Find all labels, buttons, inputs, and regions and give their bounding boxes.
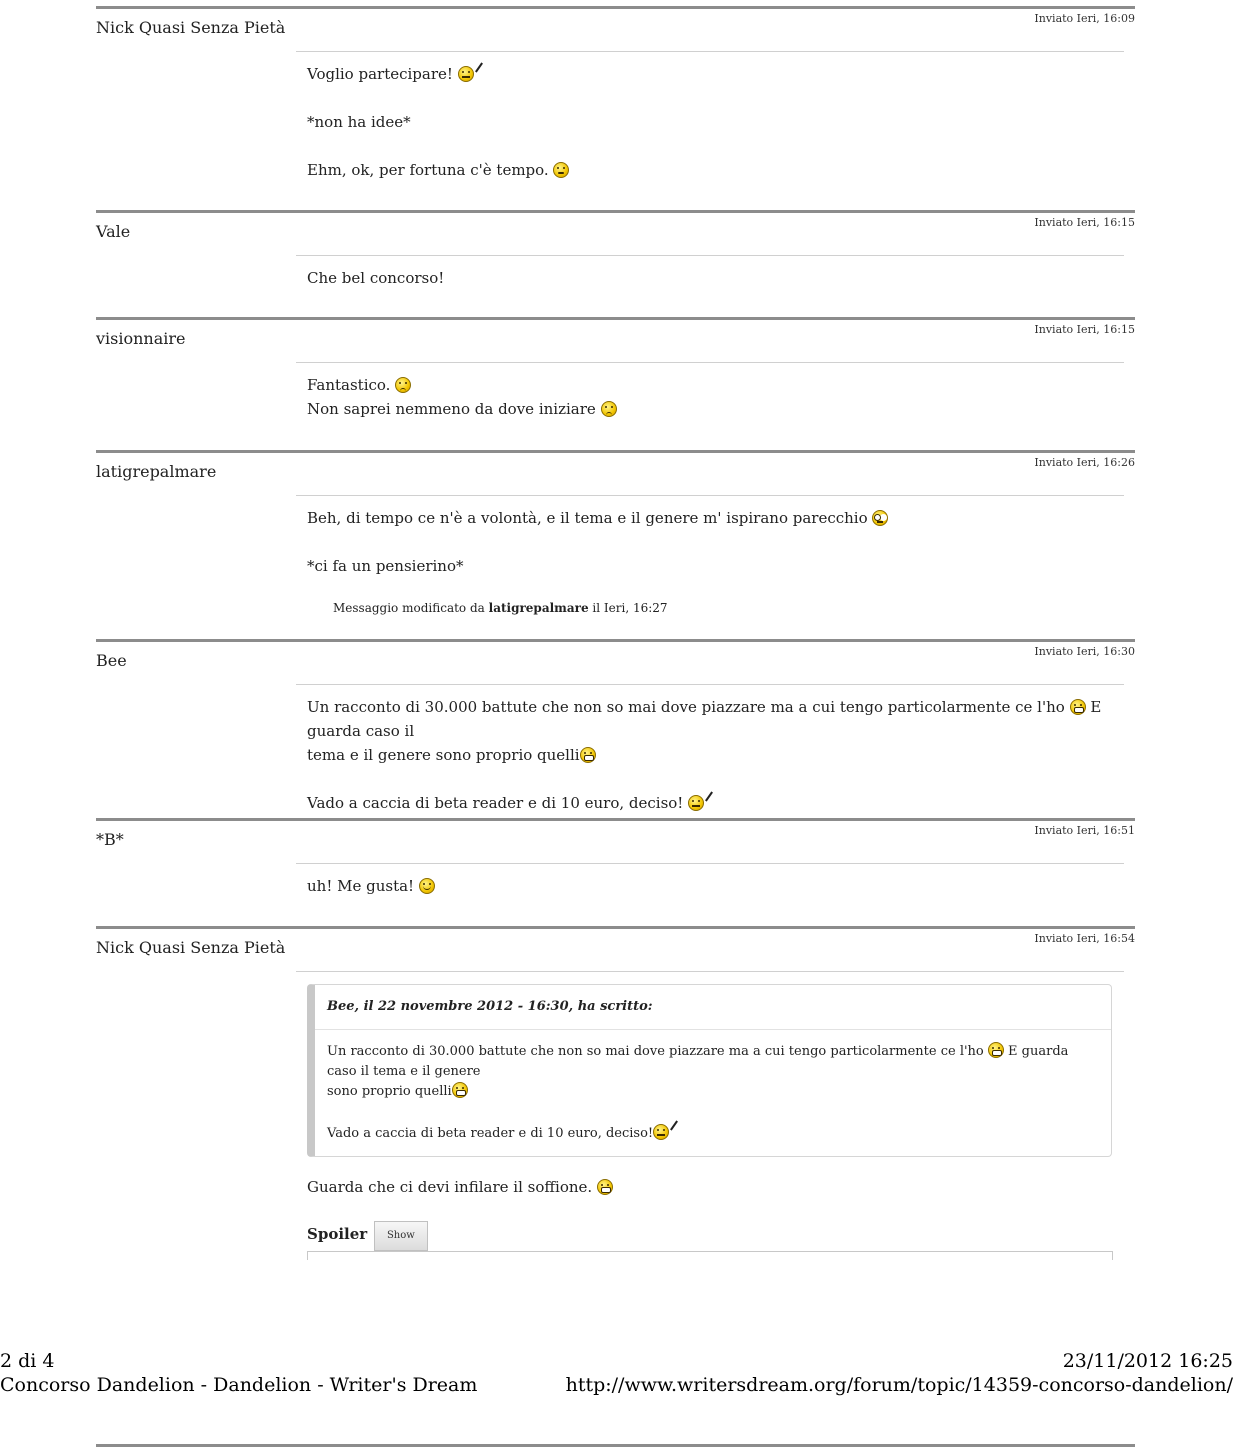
spoiler-show-button[interactable]: Show [374,1221,428,1251]
post-text: *ci fa un pensierino* [307,557,464,575]
post-divider [96,1444,1135,1447]
post-timestamp: Inviato Ieri, 16:54 [1034,932,1135,945]
post-author[interactable]: *B* [96,830,124,849]
post-text: Un racconto di 30.000 battute che non so mai dove piazzare ma a cui tengo particolarmente ce l'ho [307,698,1065,716]
post-text: *non ha idee* [307,113,411,131]
post-divider [96,926,1135,929]
page-url[interactable]: http://www.writersdream.org/forum/topic/14359-concorso-dandelion/ [565,1374,1233,1396]
post-header-divider [296,362,1124,363]
grin-smiley-icon [988,1042,1004,1058]
post-author[interactable]: Vale [96,222,131,241]
post-header-divider [296,971,1124,972]
nerd-smiley-icon [872,510,888,526]
sad-smiley-icon [395,377,411,393]
print-datetime: 23/11/2012 16:25 [1062,1350,1233,1372]
post-timestamp: Inviato Ieri, 16:51 [1034,824,1135,837]
post-body [307,984,1117,1260]
post-divider [96,317,1135,320]
post-text: Beh, di tempo ce n'è a volontà, e il tema e il genere m' ispirano parecchio [307,509,868,527]
embarrassed-smiley-icon [553,162,569,178]
post-timestamp: Inviato Ieri, 16:15 [1034,216,1135,229]
post-text: Fantastico. [307,376,391,394]
post-header-divider [296,495,1124,496]
quote-body: Un racconto di 30.000 battute che non so mai dove piazzare ma a cui tengo particolarmente ce l'ho E guarda caso il tema e il genere sono proprio quelli Vado a caccia di beta reader e di 10 euro, deciso! [327,1044,1069,1141]
post-body [307,874,1117,898]
edit-notice: Messaggio modificato da latigrepalmare il Ieri, 16:27 [333,601,668,615]
post-timestamp: Inviato Ieri, 16:30 [1034,645,1135,658]
post-text: Ehm, ok, per fortuna c'è tempo. [307,161,549,179]
spoiler [307,1221,1117,1260]
post-text: tema e il genere sono proprio quelli [307,746,580,764]
post-timestamp: Inviato Ieri, 16:15 [1034,323,1135,336]
post-header-divider [296,684,1124,685]
grin-smiley-icon [1070,699,1086,715]
post-author[interactable]: Bee [96,651,127,670]
post-body [307,266,1117,290]
post-author[interactable]: visionnaire [96,329,186,348]
post-divider [96,450,1135,453]
grin-smiley-icon [452,1082,468,1098]
post-divider [96,818,1135,821]
post-text: Voglio partecipare! [307,65,453,83]
determined-smiley-icon [688,795,704,811]
post-divider [96,210,1135,213]
edit-user[interactable]: latigrepalmare [488,601,589,615]
post-author[interactable]: Nick Quasi Senza Pietà [96,18,286,37]
post-timestamp: Inviato Ieri, 16:09 [1034,12,1135,25]
sad-smiley-icon [601,401,617,417]
post-header-divider [296,863,1124,864]
post-text: Che bel concorso! [307,269,445,287]
grin-smiley-icon [580,747,596,763]
quote-block [307,984,1112,1157]
post-divider [96,639,1135,642]
post-text: Guarda che ci devi infilare il soffione. [307,1178,593,1196]
post-text: Non saprei nemmeno da dove iniziare [307,400,596,418]
post-author[interactable]: latigrepalmare [96,462,217,481]
post-body [307,373,1117,421]
quote-header: Bee, il 22 novembre 2012 - 16:30, ha scritto: [315,985,1111,1030]
post-header-divider [296,51,1124,52]
post-body [307,695,1117,815]
post-text: E guarda caso il [307,698,1102,740]
page-number: 2 di 4 [0,1350,55,1372]
determined-smiley-icon [458,66,474,82]
page-title: Concorso Dandelion - Dandelion - Writer's Dream [0,1374,478,1396]
post-divider [96,6,1135,9]
determined-smiley-icon [653,1124,669,1140]
smile-smiley-icon [419,878,435,894]
grin-smiley-icon [597,1179,613,1195]
post-timestamp: Inviato Ieri, 16:26 [1034,456,1135,469]
spoiler-content [307,1251,1113,1260]
post-text: uh! Me gusta! [307,877,415,895]
post-body [307,62,1117,182]
post-text: Vado a caccia di beta reader e di 10 euro, deciso! [307,794,684,812]
post-body [307,506,1117,620]
spoiler-title: Spoiler [307,1225,368,1243]
post-header-divider [296,255,1124,256]
post-author[interactable]: Nick Quasi Senza Pietà [96,938,286,957]
